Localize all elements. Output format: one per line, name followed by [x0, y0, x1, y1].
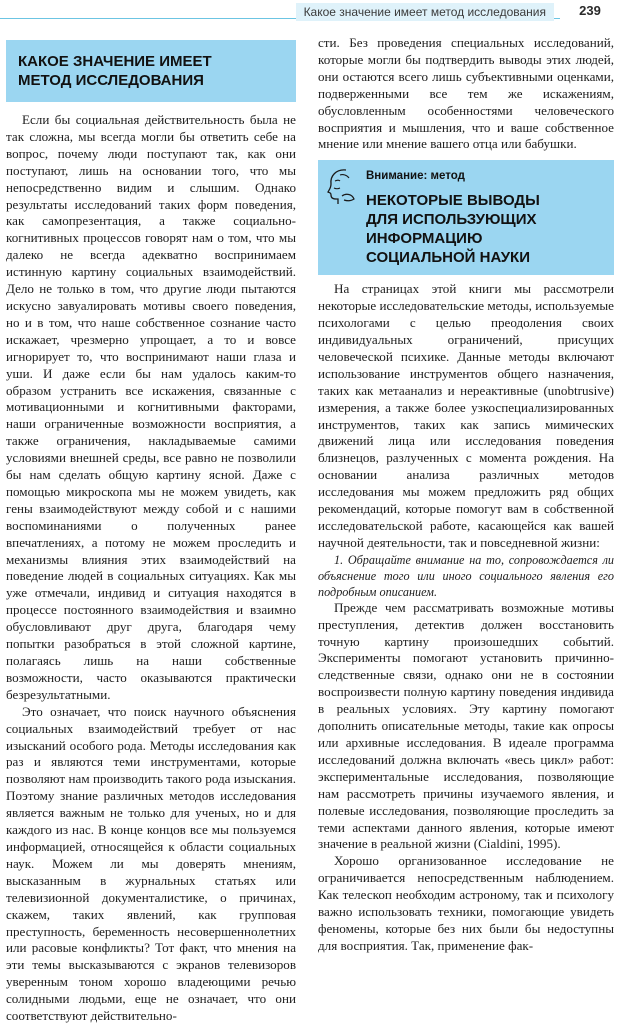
section-heading-line-2: МЕТОД ИССЛЕДОВАНИЯ [18, 72, 204, 89]
page-number: 239 [560, 0, 620, 22]
recommendation-item-1: 1. Обращайте внимание на то, сопровождается ли объяснение того или иного социального явления его подробным описанием. [318, 552, 614, 599]
attention-title-line-4: СОЦИАЛЬНОЙ НАУКИ [366, 249, 530, 267]
running-title: Какое значение имеет метод исследования [296, 3, 554, 21]
body-paragraph: Прежде чем рассматривать возможные мотивы преступления, детектив должен восстановить точную картину произошедших событий. Эксперименты помогают установить причинно-следственные связи, однако они не в состоянии воспроизвести полную картину поведения индивида в реальных условиях. Эту картину помогают дополнить описательные методы, такие как опросы или архивные исследования. В идеале программа исследований должна включать «весь цикл» работ: экспериментальные исследования, позволяющие нам рассмотреть причины изучаемого явления, и полевые исследования, позволяющие проследить за теми аспектами данного явления, которые имеют значение в реальной жизни (Cialdini, 1995). [318, 599, 614, 852]
attention-title [366, 191, 604, 267]
attention-label: Внимание: метод [366, 170, 465, 183]
attention-title-line-1: НЕКОТОРЫЕ ВЫВОДЫ [366, 192, 540, 210]
attention-method-box [318, 160, 614, 275]
body-paragraph: Это означает, что поиск научного объяснения социальных взаимодействий требует от нас изысканий особого рода. Методы исследования как раз и являются теми инструментами, которые позволяют нам производить такого рода изыскания. Поэтому знание различных методов исследования является важным не только для ученых, но и для каждого из нас. В конце концов все мы пользуемся информацией, относящейся к области социальных наук. Можем ли мы доверять мнениям, высказанным в журнальных статьях или телевизионной документалистике, о причинах, скажем, таких явлений, как групповая преступность, беременность несовершеннолетних или расовые конфликты? Тот факт, что мнения на эти темы высказываются с экранов телевизоров уверенным тоном хорошо владеющими речью солидными людьми, еще не означает, что они соответствуют действительно- [6, 703, 296, 1024]
attention-title-line-2: ДЛЯ ИСПОЛЬЗУЮЩИХ [366, 211, 537, 229]
right-column [318, 35, 614, 955]
attention-title-line-3: ИНФОРМАЦИЮ [366, 230, 483, 248]
continued-paragraph: сти. Без проведения специальных исследований, которые могли бы подтвердить выводы этих людей, они остаются всего лишь субъективными оценками, подверженными все тем же искажениям, обусловленным особенностями человеческого восприятия и мышления, что и ваше собственное мнение или мнение вашего отца или бабушки. [318, 35, 614, 152]
body-paragraph: Если бы социальная действительность была не так сложна, мы всегда могли бы ответить себе на вопрос, почему люди поступают так, как они поступают, лишь на основании того, что мы непосредственно видим и слышим. Однако результаты исследований таких форм поведения, как самопрезентация, а также социально-когнитивных процессов говорят нам о том, что мы далеко не всегда адекватно воспринимаем истинную картину социальных взаимодействий. Дело не только в том, что другие люди пытаются искусно завуалировать мотивы своего поведения, но и в том, что наше собственное сознание часто искажает, чрезмерно упрощает, а то и вовсе игнорирует то, что воспринимают наши глаза и уши. И даже если бы нам удалось каким-то образом устранить все искажения, связанные с мотивационными и когнитивными факторами, наши ограниченные возможности восприятия, а также ограничения, накладываемые самими условиями внешней среды, все равно не позволили бы нам сделать общую картину ясной. Даже с помощью микроскопа мы не можем увидеть, как гены взаимодействуют между собой и с нашими воспоминаниями о полученных ранее впечатлениях, а потому не можем проследить и механизмы влияния этих взаимодействий на поведение людей в социальных ситуациях. Как мы уже отмечали, индивид и ситуация находятся в процессе постоянного взаимодействия и взаимно обусловливают друг друга, благодаря чему попытки разобраться в этой сложной картине, полагаясь лишь на наши собственные возможности, часто оказываются практически безрезультатными. [6, 112, 296, 702]
body-paragraph: Хорошо организованное исследование не ограничивается непосредственным наблюдением. Как телескоп необходим астроному, так и психологу важно использовать техники, помогающие увидеть феномены, которые без них были бы недоступны для восприятия. Так, применение фак- [318, 853, 614, 953]
left-column [6, 40, 296, 1025]
running-header [0, 0, 620, 26]
body-paragraph: На страницах этой книги мы рассмотрели некоторые исследовательские методы, используемые психологами с целью преодоления своих индивидуальных ограничений, присущих человеческой психике. Данные методы включают использование инструментов общего назначения, таких как метаанализ и нереактивные (unobtrusive) измерения, а также более узкоспециализированных инструментов, таких как запись мимических движений лица или исследования поведения близнецов, разлученных с момента рождения. На основании анализа различных методов исследования мы можем предложить ряд общих рекомендаций, которые помогут вам в собственной исследовательской работе, касающейся как вашей научной деятельности, так и повседневной жизни: [318, 281, 614, 550]
section-heading-box [6, 40, 296, 102]
thinker-face-icon [324, 166, 358, 206]
section-heading-line-1: КАКОЕ ЗНАЧЕНИЕ ИМЕЕТ [18, 53, 212, 70]
